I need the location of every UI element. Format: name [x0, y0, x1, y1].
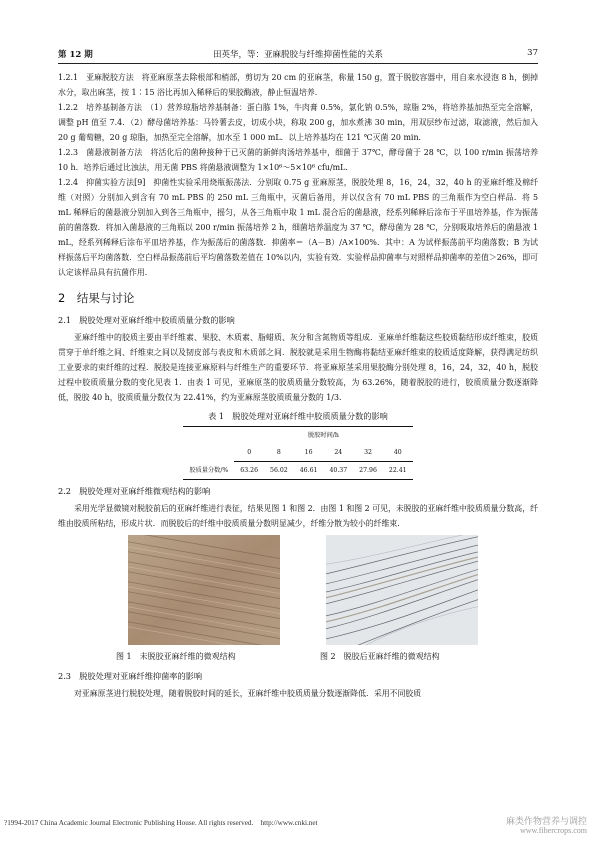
table-1-value-cell: 63.26: [234, 462, 264, 480]
paragraph-2-2: 采用光学显微镜对脱胶前后的亚麻纤维进行表征，结果见图 1 和图 2．由图 1 和图 2 可见，未脱胶的亚麻纤维中胶质质量分数高，纤维由胶质所粘结，形成片状．而脱胶后的纤维中胶质质量分数明显减少，纤维分散为较小的纤维束.: [58, 504, 538, 528]
issue-number: 第 12 期: [58, 50, 93, 60]
paragraph-1-2-1: 1.2.1 亚麻脱胶方法 将亚麻原茎去除根部和梢部，剪切为 20 cm 的亚麻茎，称量 150 g，置于脱胶容器中，用自来水浸泡 8 h，倒掉水分，取出麻茎，按 1∶15 浴比再加入稀释后的果胶酶液，静止恒温培养.: [58, 73, 538, 97]
micrograph-degummed: [326, 535, 478, 645]
table-1-value-cell: 22.41: [383, 462, 413, 480]
page-number: 37: [527, 48, 538, 58]
header-rule: [58, 63, 538, 64]
table-1-time-header: 8: [264, 444, 294, 462]
article-body: [58, 70, 538, 701]
watermark-url: www.fibercrops.com: [519, 826, 587, 835]
table-1-header-row: [183, 444, 412, 462]
table-1-row-label: 胶质量分数/%: [183, 462, 234, 480]
figure-row: [58, 535, 538, 665]
subsection-heading-2-1: 2.1 脱胶处理对亚麻纤维中胶质质量分数的影响: [58, 315, 235, 325]
table-1-corner: [183, 427, 234, 445]
subsection-heading-2-3: 2.3 脱胶处理对亚麻纤维抑菌率的影响: [58, 671, 203, 681]
table-1-time-header: 24: [323, 444, 353, 462]
table-1-data-row: [183, 462, 412, 480]
table-1-caption: 表 1 脱胶处理对亚麻纤维中胶质质量分数的影响: [208, 411, 388, 421]
paragraph-2-1: 亚麻纤维中的胶质主要由半纤维素、果胶、木质素、脂蜡质、灰分和含氮物质等组成．亚麻单纤维黏这些胶质黏结形成纤维束，胶质贯穿于单纤维之间、纤维束之间以及韧皮部与表皮和木质部之间．脱胶就是采用生物酶将黏结亚麻纤维束的胶质适度降解，获得满足纺织工业要求的束纤维的过程．脱胶是连接亚麻原料与纤维生产的重要环节．将亚麻原茎采用果胶酶分别处理 8，16，24，32，40 h，脱胶过程中胶质质量分数的变化见表 1．由表 1 可见，亚麻原茎的胶质质量分数较高，为 63.26%，随着脱胶的进行，胶质质量分数逐渐降低，脱胶 40 h，胶质质量分数仅为 22.41%，约为亚麻原茎胶质质量分数的 1/3.: [58, 333, 538, 402]
running-header: [58, 48, 538, 62]
micrograph-undegummed: [128, 535, 280, 645]
figure-2-caption: 图 2 脱胶后亚麻纤维的微观结构: [320, 652, 440, 661]
table-1-group-header: 脱胶时间/h: [234, 427, 412, 445]
table-1-time-header: 40: [383, 444, 413, 462]
table-1-value-cell: 56.02: [264, 462, 294, 480]
figure-1-caption: 图 1 未脱胶亚麻纤维的微观结构: [116, 652, 236, 661]
running-title: 田英华，等：亚麻脱胶与纤维抑菌性能的关系: [212, 50, 383, 60]
table-1-time-header: 0: [234, 444, 264, 462]
subsection-heading-2-2: 2.2 脱胶处理对亚麻纤维微观结构的影响: [58, 486, 211, 496]
table-1-value-cell: 46.61: [294, 462, 324, 480]
table-1-value-cell: 40.37: [323, 462, 353, 480]
page-footer: [4, 816, 591, 835]
section-heading-2: 2 结果与讨论: [58, 291, 135, 305]
watermark-text: 麻类作物营养与调控: [505, 816, 587, 826]
table-1: [183, 426, 412, 480]
table-1-value-cell: 27.96: [353, 462, 383, 480]
paragraph-1-2-2: 1.2.2 培养基制备方法 （1）营养琼脂培养基制备：蛋白胨 1%，牛肉膏 0.5%，氯化钠 0.5%，琼脂 2%，将培养基加热至完全溶解，调整 pH 值至 7.4．（2）酵母菌培养基：马铃薯去皮，切成小块，称取 200 g，加水煮沸 30 min，用双层纱布过滤，取滤液，然后加入 20 g 葡萄糖，20 g 琼脂，加热至完全溶解，加水至 1 000 mL．以上培养基均在 121 ℃灭菌 20 min.: [58, 103, 538, 142]
paragraph-2-3: 对亚麻原茎进行脱胶处理，随着脱胶时间的延长，亚麻纤维中胶质质量分数逐渐降低．采用不同胶质: [74, 689, 422, 698]
paragraph-1-2-3: 1.2.3 菌悬液制备方法 将活化后的菌种接种于已灭菌的新鲜肉汤培养基中，细菌于 37℃，酵母菌于 28 ℃，以 100 r/min 振荡培养 10 h．培养后通过比浊法，用无菌 PBS 将菌悬液调整为 1×10⁶～5×10⁶ cfu/mL.: [58, 148, 538, 172]
copyright-line: ?1994-2017 China Academic Journal Electronic Publishing House. All rights reserved. http://www.cnki.net: [4, 819, 318, 827]
paragraph-1-2-4: 1.2.4 抑菌实验方法[9] 抑菌性实验采用烧瓶振荡法．分别取 0.75 g 亚麻原茎，脱胶处理 8，16，24，32，40 h 的亚麻纤维及棉纤维（对照）分别加入到含有 70 mL PBS 的 250 mL 三角瓶中，灭菌后备用，并以仅含有 70 mL PBS 的三角瓶作为空白样品．将 5 mL 稀释后的菌悬液分别加入到各三角瓶中，摇匀，从各三角瓶中取 1 mL 混合后的菌悬液，经系列稀释后涂布于平皿培养基，作为振荡前的菌落数．将加入菌悬液的三角瓶以 200 r/min 振荡培养 2 h，细菌培养温度为 37 ℃，酵母菌为 28 ℃，分别吸取培养后的菌悬液 1 mL，经系列稀释后涂布平皿培养基，作为振荡后的菌落数．抑菌率＝（A－B）/A×100%．其中：A 为试样振荡前平均菌落数；B 为试样振荡后平均菌落数．空白样品振荡前后平均菌落数差值在 10%以内，实验有效．实验样品抑菌率与对照样品抑菌率的差值＞26%，即可认定该样品具有抗菌作用.: [58, 178, 538, 277]
table-1-time-header: 32: [353, 444, 383, 462]
table-1-time-header: 16: [294, 444, 324, 462]
